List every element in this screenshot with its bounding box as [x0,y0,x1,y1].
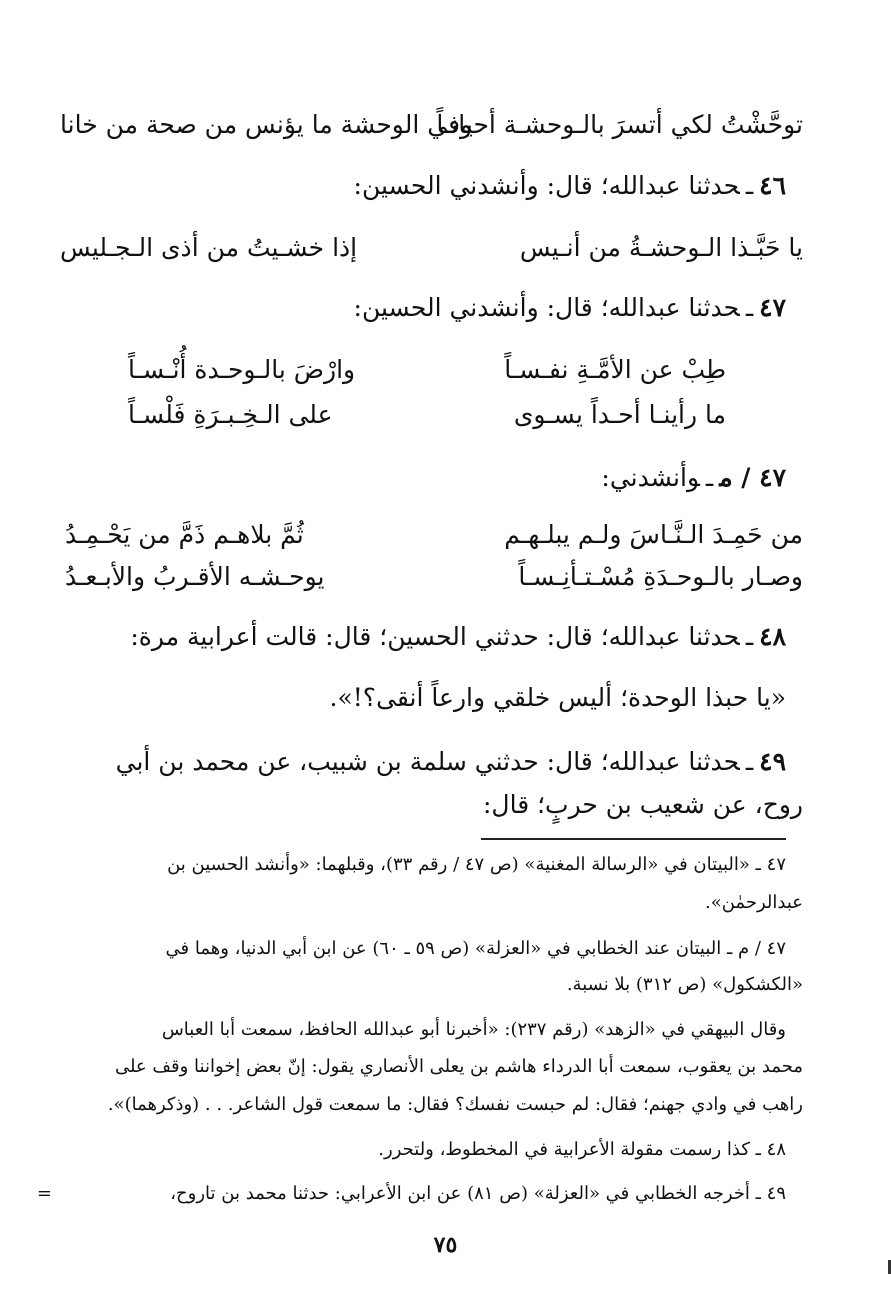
entry-text: حدثنا عبدالله؛ قال: حدثني سلمة بن شبيب، عن محمد بن أبي [115,747,740,776]
entry-text: وأنشدني: [601,463,700,492]
footnote-line: ٤٧ / م ـ البيتان عند الخطابي في «العزلة» (ص ٥٩ ـ ٦٠) عن ابن أبي الدنيا، وهما في [165,938,786,959]
entry-text: حدثنا عبدالله؛ قال: حدثني الحسين؛ قال: قالت أعرابية مرة: [130,622,740,651]
entry-heading-48: ٤٨ـحدثنا عبدالله؛ قال: حدثني الحسين؛ قال: قالت أعرابية مرة: [130,622,786,651]
entry-text: حدثنا عبدالله؛ قال: وأنشدني الحسين: [353,293,740,322]
verse-line [65,515,803,555]
entry-49-continuation: روح، عن شعيب بن حربٍ؛ قال: [482,790,803,819]
entry-number: ٤٦ [759,171,786,200]
verse-line [65,557,803,597]
verse-first-hemistich: ما رأينـا أحـداً يسـوى [513,400,726,429]
verse-line [128,350,726,390]
entry-heading-47: ٤٧ـحدثنا عبدالله؛ قال: وأنشدني الحسين: [353,293,786,322]
verse-second-hemistich: يوحـشـه الأقـربُ والأبـعـدُ [65,562,325,591]
footnote-line: وقال البيهقي في «الزهد» (رقم ٢٣٧): «أخبرنا أبو عبدالله الحافظ، سمعت أبا العباس [161,1019,786,1040]
verse-first-hemistich: وصـار بالـوحـدَةِ مُسْـتـأنِـسـاً [518,562,803,591]
footnote-line: راهب في وادي جهنم؛ فقال: لم حبست نفسك؟ فقال: ما سمعت قول الشاعر. . . (وذكرهما)». [107,1094,803,1115]
verse-second-hemistich: ثُمَّ بلاهـم ذَمَّ من يَحْـمِـدُ [65,520,304,549]
entry-number: ٤٧ [759,293,786,322]
verse-first-hemistich: طِبْ عن الأمَّـةِ نفـسـاً [504,355,726,384]
verse-first-hemistich: توحَّشْتُ لكي أتسرَ بالـوحشـة أحيانـاً [436,110,803,139]
footnote-line [60,1177,786,1211]
verse-second-hemistich: إذا خشـيتُ من أذى الـجـليس [60,233,358,262]
verse-first-hemistich: يا حَبَّـذا الـوحشـةُ من أنـيس [519,233,803,262]
verse-line [60,105,803,145]
verse-second-hemistich: على الـخِـبـرَةِ فَلْسـاً [128,400,333,429]
footnote-line: عبدالرحمٰن». [704,892,803,913]
entry-text: حدثنا عبدالله؛ قال: وأنشدني الحسين: [353,171,740,200]
page-number: ٧٥ [433,1232,458,1258]
footnote-separator [481,838,786,840]
verse-second-hemistich: وارْضَ بالـوحـدة أُنْـسـاً [128,355,356,384]
footnote-line: ٤٨ ـ كذا رسمت مقولة الأعرابية في المخطوط، ولتحرر. [378,1139,786,1160]
entry-number: ٤٨ [759,622,786,651]
entry-heading-46: ٤٦ـحدثنا عبدالله؛ قال: وأنشدني الحسين: [353,171,786,200]
verse-line [60,228,803,268]
footnote-line: «الكشكول» (ص ٣١٢) بلا نسبة. [566,974,803,995]
entry-heading-47m: ٤٧ / مـوأنشدني: [601,463,786,492]
entry-number: ٤٧ / م [719,463,786,492]
quote-48: «يا حبذا الوحدة؛ أليس خلقي وارعاً أنقى؟!». [329,683,786,712]
footnote-continuation-mark: = [36,1183,52,1204]
entry-number: ٤٩ [759,747,786,776]
verse-line [128,395,726,435]
verse-second-hemistich: وفي الوحشة ما يؤنس من صحة من خانا [60,110,473,139]
verse-first-hemistich: من حَمِـدَ الـنَّـاسَ ولـم يبلـهـم [504,520,803,549]
footnote-text: ٤٩ ـ أخرجه الخطابي في «العزلة» (ص ٨١) عن ابن الأعرابي: حدثنا محمد بن تاروح، [170,1183,786,1204]
entry-heading-49: ٤٩ـحدثنا عبدالله؛ قال: حدثني سلمة بن شبيب، عن محمد بن أبي [115,747,786,776]
footnote-line: محمد بن يعقوب، سمعت أبا الدرداء هاشم بن يعلى الأنصاري يقول: إنّ بعض إخواننا وقف على [114,1056,803,1077]
footnote-line: ٤٧ ـ «البيتان في «الرسالة المغنية» (ص ٤٧ / رقم ٣٣)، وقبلهما: «وأنشد الحسين بن [167,854,786,875]
